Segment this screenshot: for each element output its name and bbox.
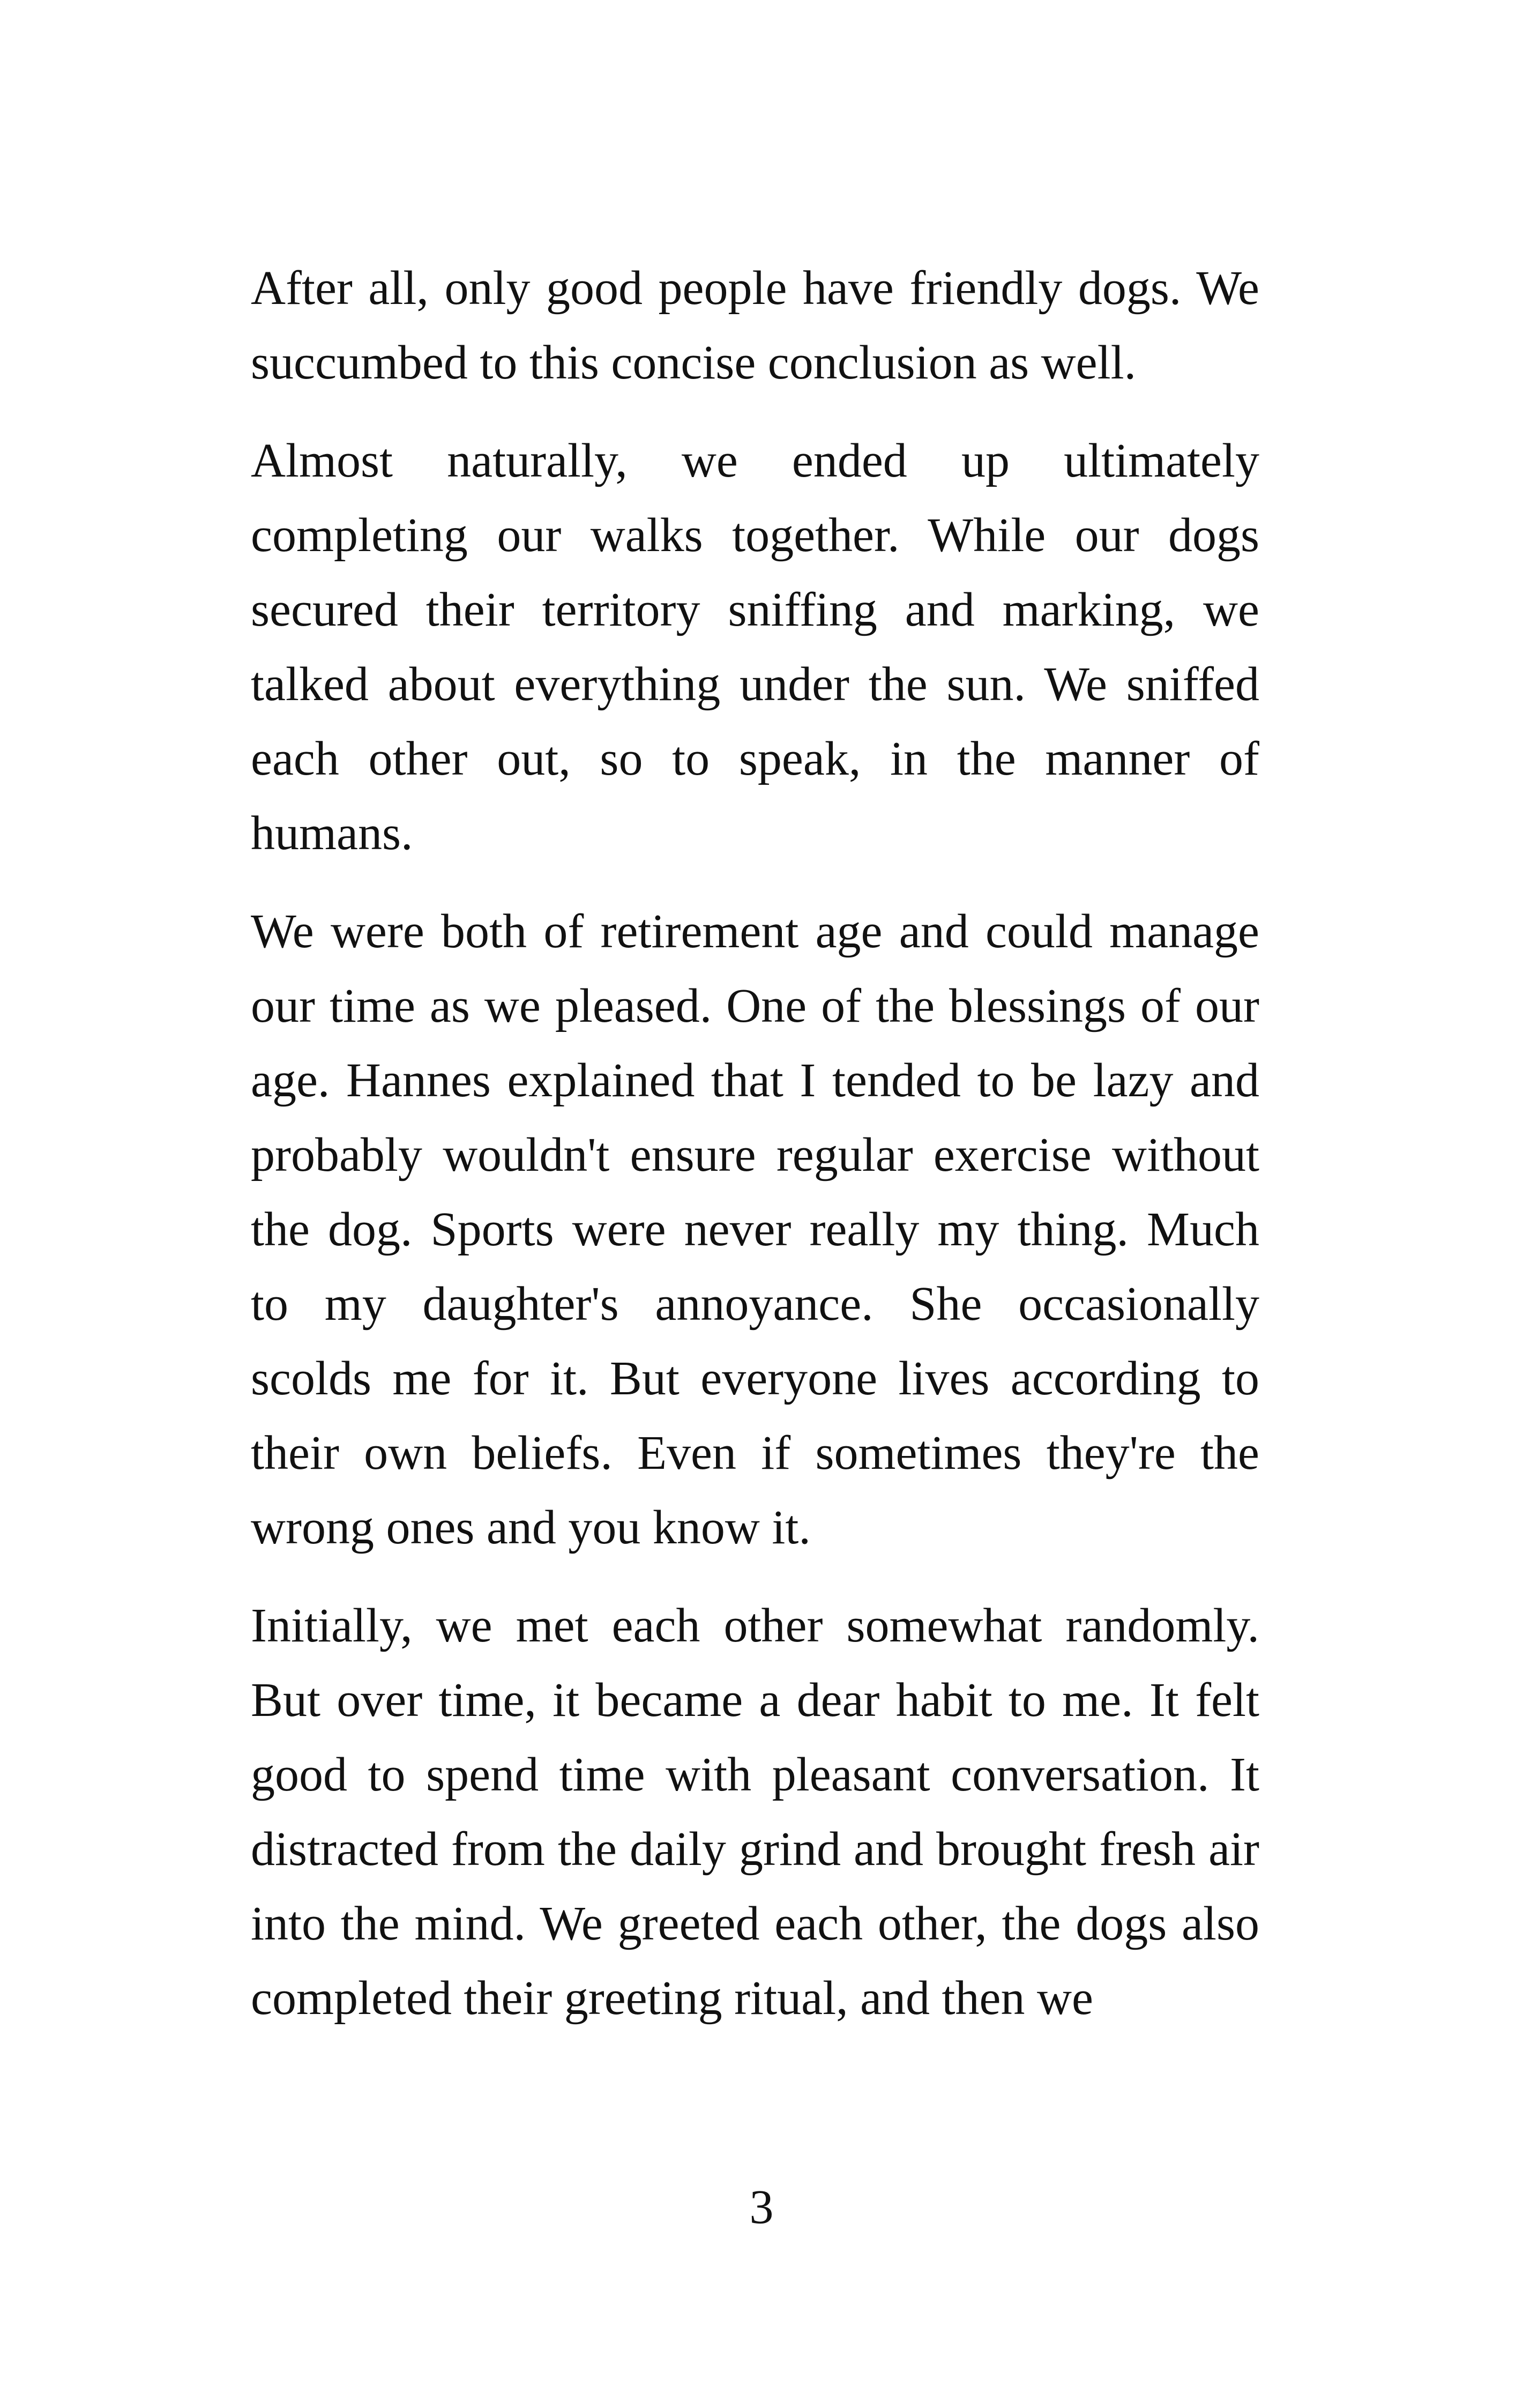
paragraph-3: We were both of retirement age and could manage our time as we pleased. One of the blessings of our age. Hannes explained that I tended to be lazy and probably wouldn't ensure regular exercise without the dog. Sports were never really my thing. Much to my daughter's annoyance. She occasionally scolds me for it. But everyone lives according to their own beliefs. Even if sometimes they're the wrong ones and you know it. — [251, 905, 1259, 1554]
paragraph-2: Almost naturally, we ended up ultimately completing our walks together. While our dogs secured their territory sniffing and marking, we talked about everything under the sun. We sniffed each other out, so to speak, in the manner of humans. — [251, 434, 1259, 860]
paragraph-1: After all, only good people have friendly dogs. We succumbed to this concise conclusion as well. — [251, 262, 1259, 389]
page-number: 3 — [749, 2181, 774, 2234]
paragraph-4: Initially, we met each other somewhat randomly. But over time, it became a dear habit to me. It felt good to spend time with pleasant conversation. It distracted from the daily grind and brought fresh air into the mind. We greeted each other, the dogs also completed their greeting ritual, and then we — [251, 1599, 1259, 2025]
body-text — [251, 251, 1259, 2059]
